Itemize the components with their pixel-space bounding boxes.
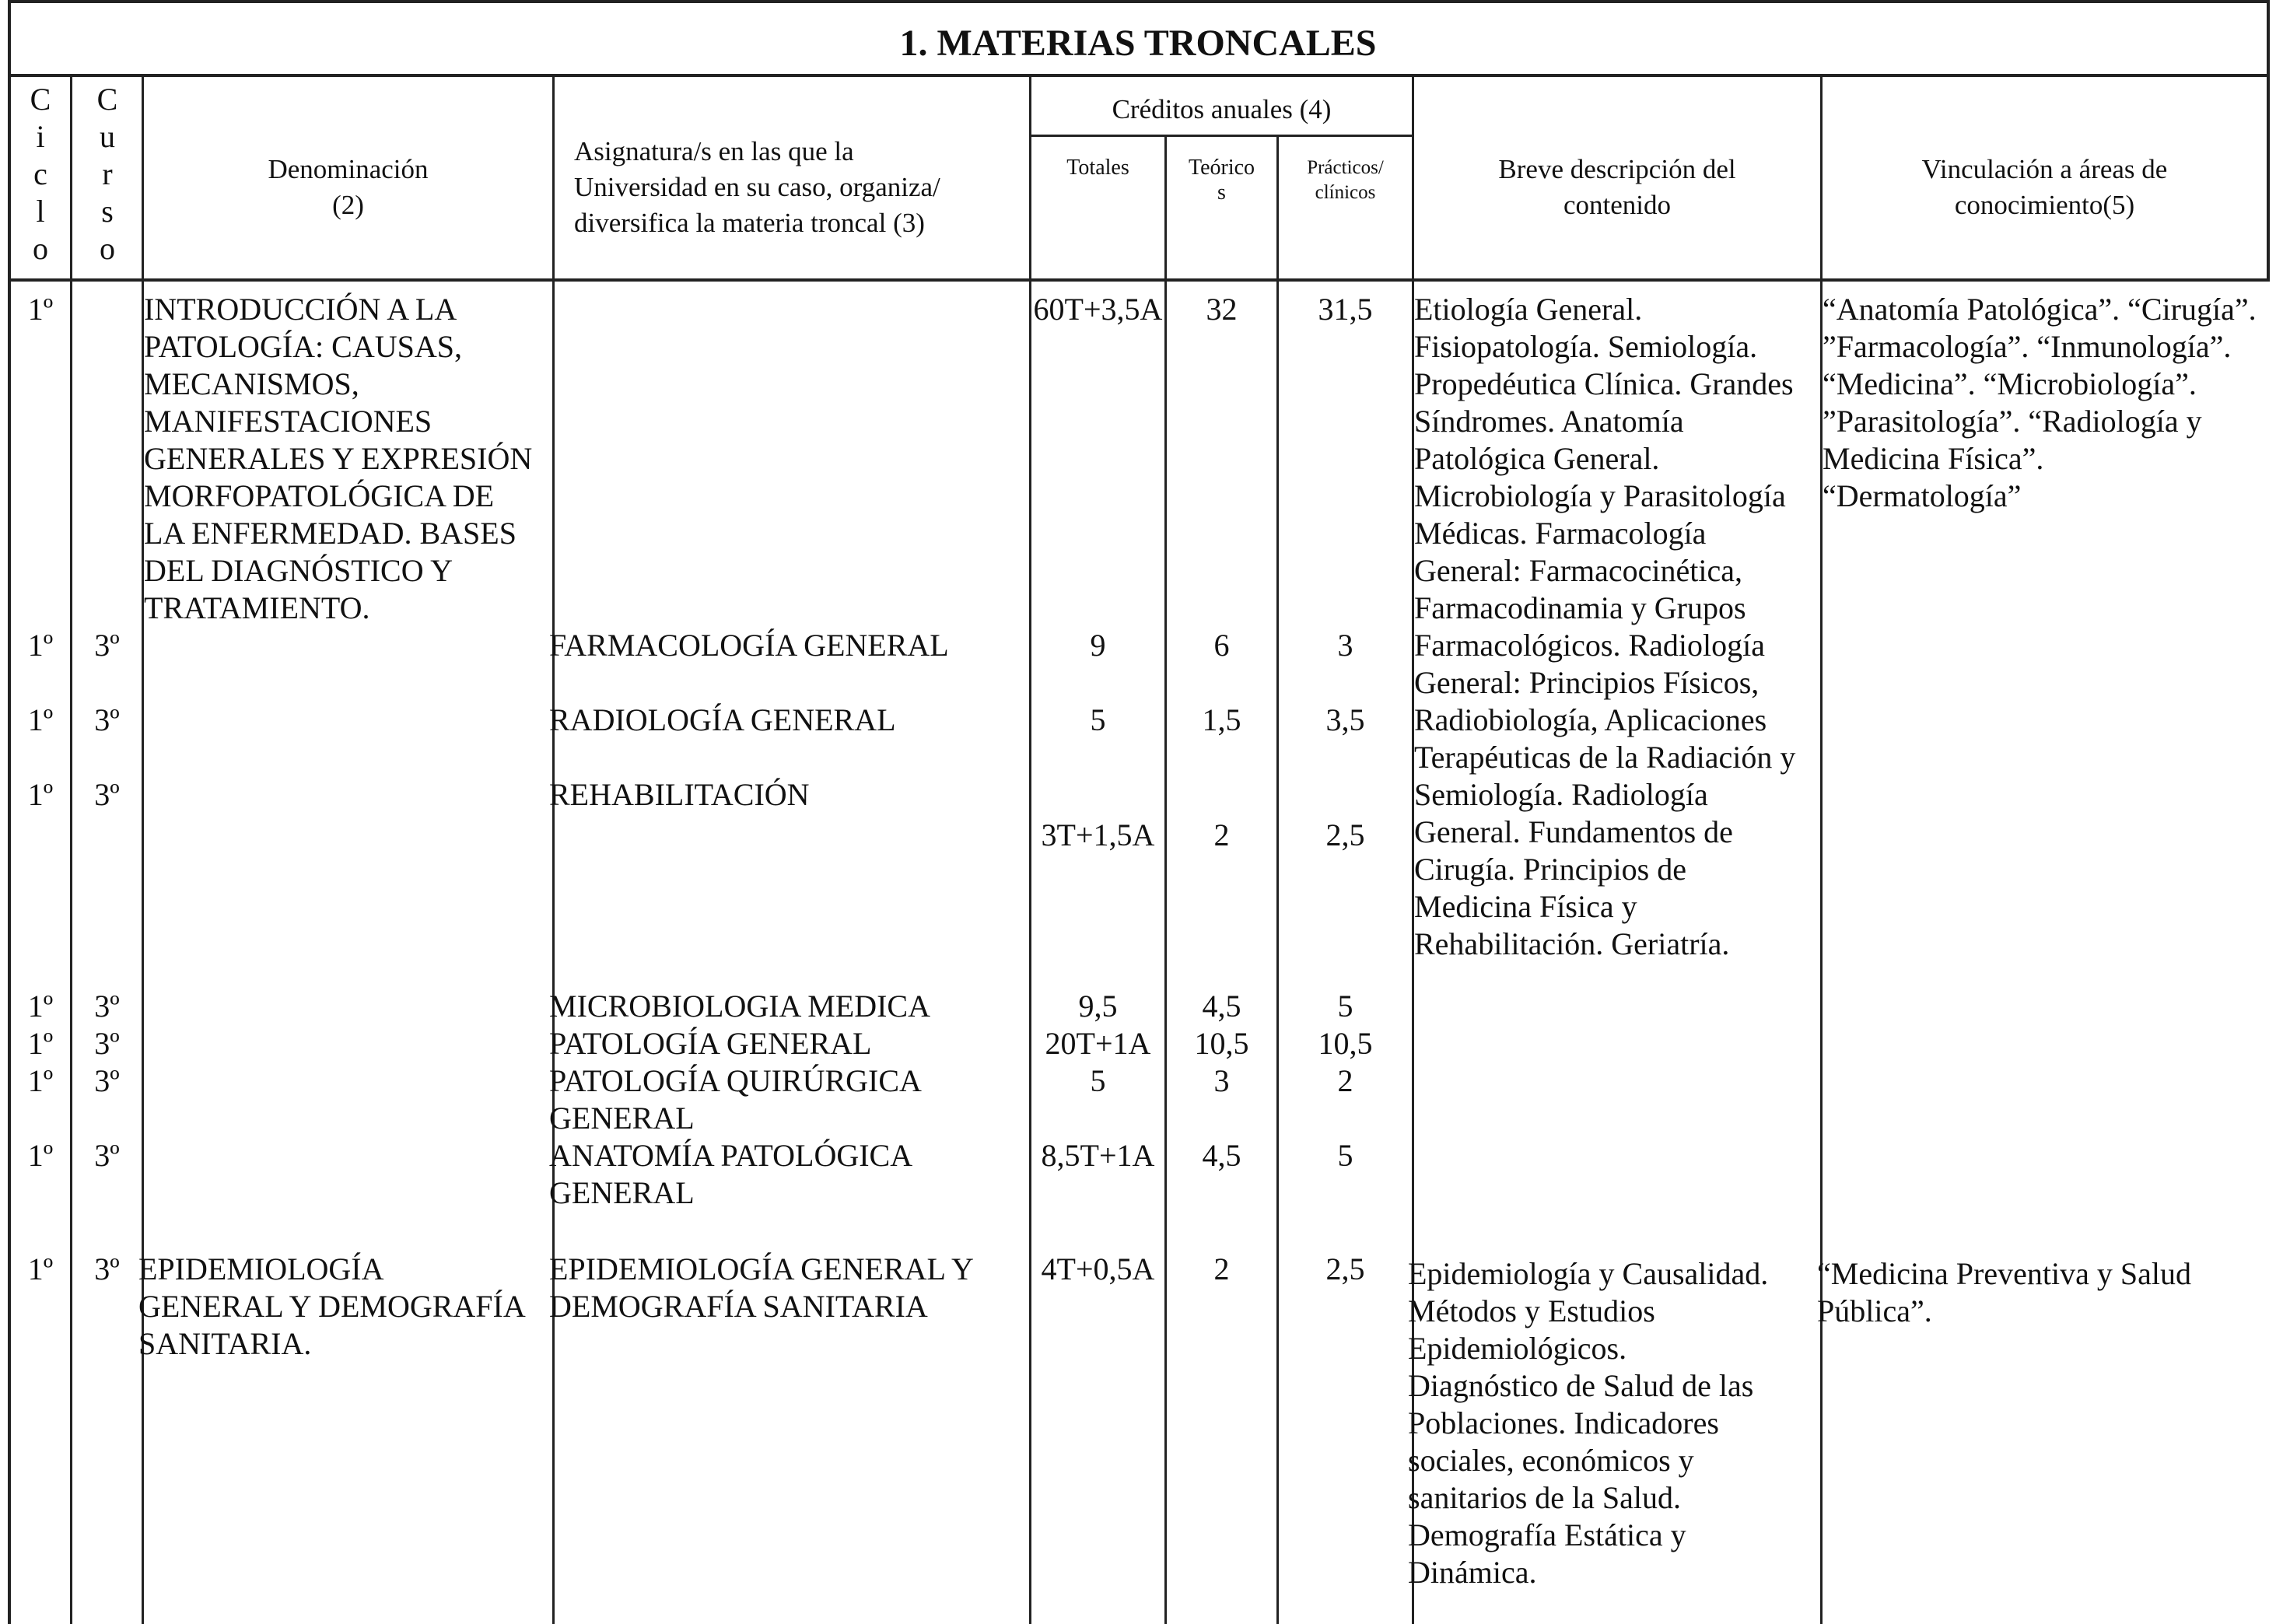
header-vinculacion: Vinculación a áreas de conocimiento(5) bbox=[1921, 154, 2168, 220]
header-teoricos: Teórico s bbox=[1188, 156, 1255, 205]
block2-descripcion: Epidemiología y Causalidad. Métodos y Estudios Epidemiológicos. Diagnóstico de Salud de las Poblaciones. Indicadores sociales, económicos y sanitarios de la Salud. Demografía Estática y Dinámica. bbox=[1408, 1256, 1769, 1590]
document-page: 1. MATERIAS TRONCALES C i c l o C u r s o Denominación (2) Asignatura/s en las que la Universidad en su caso, organiza/ diversifica la materia troncal (3) Créditos anuales (4) Totales Teórico s Prácticos/ clínicos Breve descripción del contenido Vinculación a áreas de conocimiento(5) 1º INTRODUCCIÓN A LA PATOLOGÍA: CAUSAS, MECANISMOS, MANIFESTACIONES GENERALES Y EXPRESIÓN MORFOPATOLÓGICA DE LA ENFERMEDAD. BASES DEL DIAGNÓSTICO Y TRATAMIENTO. 60T+3,5A 32 31,5 Etiología General. Fisiopatología. Semiología. Propedéutica Clínica. Grandes Síndromes. Anatomía Patológica General. Microbiología y Parasitología Médicas. Farmacología General: Farmacocinética, Farmacodinamia y Grupos Farmacológicos. Radiología General: Principios Físicos, Radiobiología, Aplicaciones Terapéuticas de la Radiación y Semiología. Radiología General. Fundamentos de Cirugía. Principios de Medicina Física y Rehabilitación. Geriatría. “Anatomía Patológica”. “Cirugía”. ”Farmacología”. “Inmunología”. “Medicina”. “Microbiología”. ”Parasitología”. “Radiología y Medicina Física”. “Dermatología” 1º 3º FARMACOLOGÍA GENERAL 9 6 3 1º 3º RADIOLOGÍA GENERAL 5 1,5 3,5 1º 3º REHABILITACIÓN 3T+1,5A 2 2,5 1º 3º MICROBIOLOGIA MEDICA 9,5 4,5 5 1º 3º PATOLOGÍA GENERAL 20T+1A 10,5 10,5 1º 3º PATOLOGÍA QUIRÚRGICA GENERAL 5 3 2 1º 3º ANATOMÍA PATOLÓGICA GENERAL 8,5T+1A 4,5 5 1º 3º EPIDEMIOLOGÍA GENERAL Y DEMOGRAFÍA SANITARIA. EPIDEMIOLOGÍA GENERAL Y DEMOGRAFÍA SANITARIA 4T+0,5A 2 2,5 Epidemiología y Causalidad. Métodos y Estudios Epidemiológicos. Diagnóstico de Salud de las Poblaciones. Indicadores sociales, económicos y sanitarios de la Salud. Demografía Estática y Dinámica. “Medicina Preventiva y Salud Pública”. bbox=[0, 0, 2276, 1624]
block1-practicos: 31,5 bbox=[1318, 292, 1373, 327]
block2-asignatura: EPIDEMIOLOGÍA GENERAL Y DEMOGRAFÍA SANITARIA bbox=[549, 1251, 974, 1324]
table-title: 1. MATERIAS TRONCALES bbox=[899, 23, 1377, 64]
header-practicos: Prácticos/ clínicos bbox=[1307, 157, 1384, 203]
block1-denominacion: INTRODUCCIÓN A LA PATOLOGÍA: CAUSAS, MECANISMOS, MANIFESTACIONES GENERALES Y EXPRESIÓN MORFOPATOLÓGICA DE LA ENFERMEDAD. BASES DEL DIAGNÓSTICO Y TRATAMIENTO. bbox=[144, 292, 533, 625]
block2-denominacion: EPIDEMIOLOGÍA GENERAL Y DEMOGRAFÍA SANITARIA. bbox=[138, 1251, 526, 1361]
block1-ciclo: 1º bbox=[27, 292, 54, 327]
header-curso: C u r s o bbox=[96, 82, 118, 266]
header-ciclo: C i c l o bbox=[30, 82, 51, 266]
block1-totales: 60T+3,5A bbox=[1033, 292, 1163, 327]
header-asignaturas: Asignatura/s en las que la Universidad en su caso, organiza/ diversifica la materia troncal (3) bbox=[574, 136, 940, 238]
header-descripcion: Breve descripción del contenido bbox=[1498, 154, 1736, 220]
block1-descripcion: Etiología General. Fisiopatología. Semiología. Propedéutica Clínica. Grandes Síndromes. Anatomía Patológica General. Microbiología y Parasitología Médicas. Farmacología General: Farmacocinética, Farmacodinamia y Grupos Farmacológicos. Radiología General: Principios Físicos, Radiobiología, Aplicaciones Terapéuticas de la Radiación y Semiología. Radiología General. Fundamentos de Cirugía. Principios de Medicina Física y Rehabilitación. Geriatría. bbox=[1414, 292, 1796, 961]
header-totales: Totales bbox=[1066, 156, 1129, 180]
block1-teoricos: 32 bbox=[1206, 292, 1238, 327]
block2-vinculacion: “Medicina Preventiva y Salud Pública”. bbox=[1817, 1256, 2191, 1328]
block1-vinculacion: “Anatomía Patológica”. “Cirugía”. ”Farmacología”. “Inmunología”. “Medicina”. “Microbiología”. ”Parasitología”. “Radiología y Medicina Física”. “Dermatología” bbox=[1823, 292, 2257, 513]
header-denominacion: Denominación (2) bbox=[268, 154, 429, 220]
header-creditos: Créditos anuales (4) bbox=[1112, 94, 1332, 124]
